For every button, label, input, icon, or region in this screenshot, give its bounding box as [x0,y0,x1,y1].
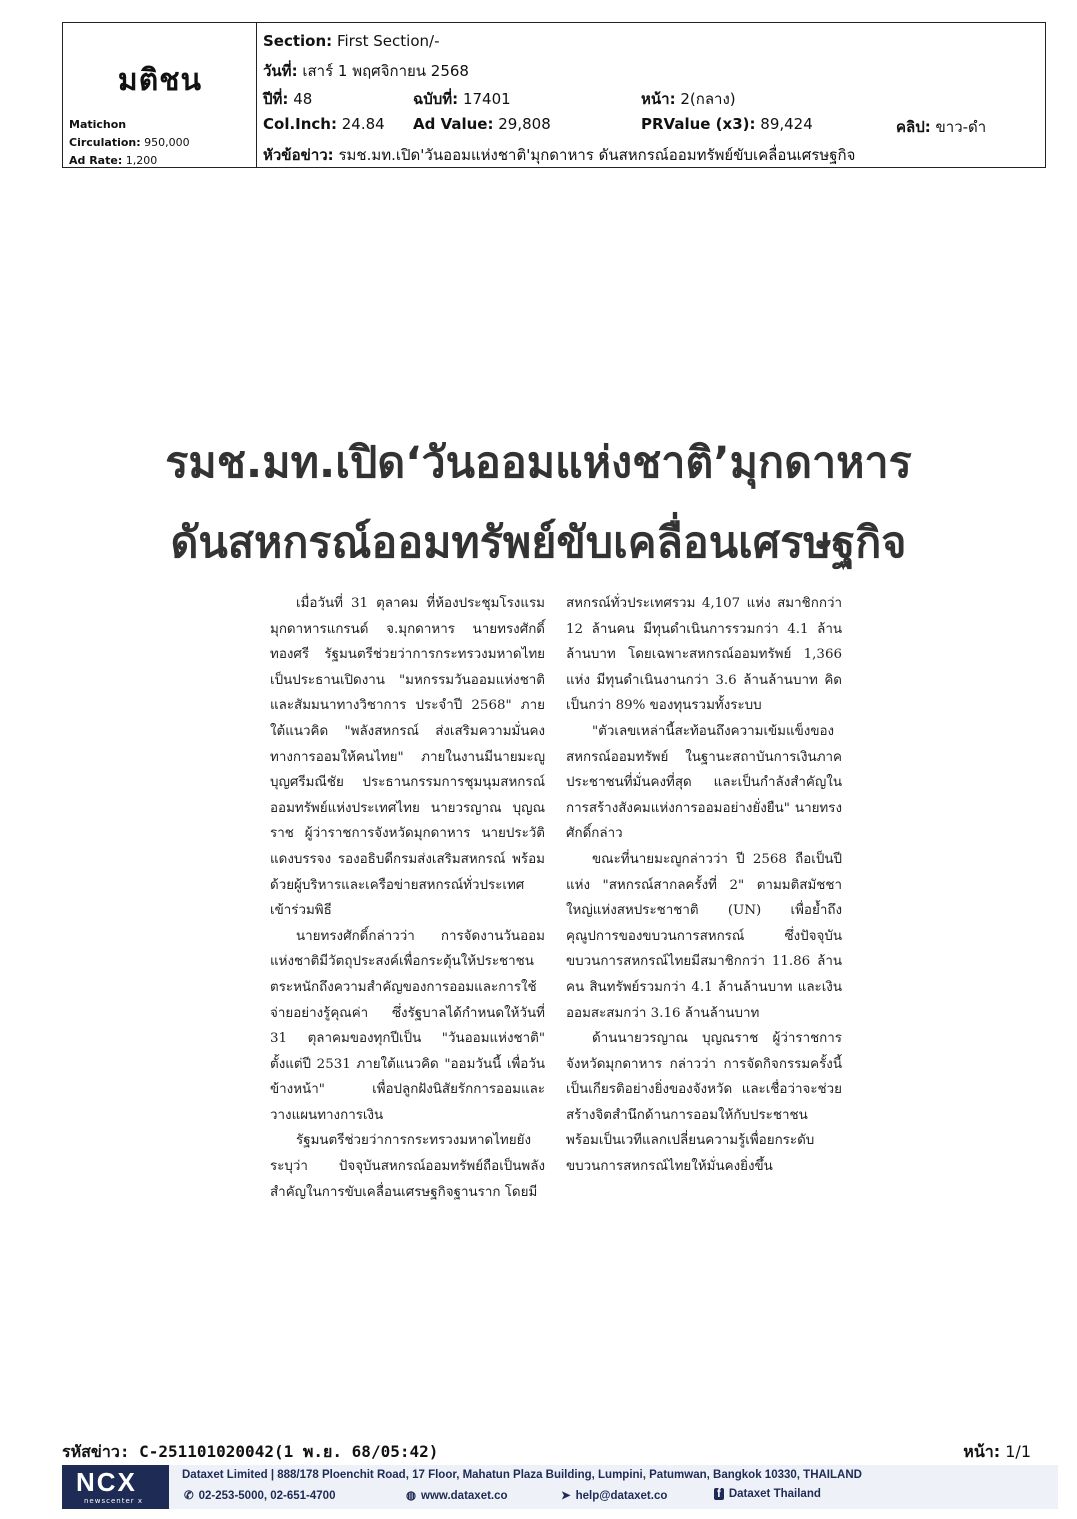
section-value: First Section/- [336,32,440,50]
page-label: หน้า: [641,90,676,108]
prvalue-label: PRValue (x3): [641,115,756,133]
colinch-label: Col.Inch: [263,115,337,133]
paragraph: "ตัวเลขเหล่านี้สะท้อนถึงความเข้มแข็งของสหกรณ์ออมทรัพย์ ในฐานะสถาบันการเงินภาคประชาชนที่มั่นคงที่สุด และเป็นกำลังสำคัญในการสร้างสังคมแห่งการออมอย่างยั่งยืน" นายทรงศักดิ์กล่าว [566,723,842,842]
website-text[interactable]: www.dataxet.co [421,1490,508,1502]
article-column-2 [566,591,842,1180]
paragraph: ขณะที่นายมะญูกล่าวว่า ปี 2568 ถือเป็นปีแห่ง "สหกรณ์สากลครั้งที่ 2" ตามมติสมัชชาใหญ่แห่งสหประชาชาติ (UN) เพื่อย้ำถึงคุณูปการของขบวนการสหกรณ์ ซึ่งปัจจุบันขบวนการสหกรณ์ไทยมีสมาชิกกว่า 11.86 ล้านคน สินทรัพย์รวมกว่า 4.1 ล้านล้านบาท และเงินออมสะสมกว่า 3.16 ล้านล้านบาท [566,851,842,1021]
phone-icon: ✆ [184,1490,194,1502]
circulation-value: 950,000 [144,136,190,149]
ncx-logo-text: NCX [76,1467,137,1497]
news-code [62,1440,438,1465]
article-title-line1: รมช.มท.เปิด‘วันออมแห่งชาติ’มุกดาหาร [165,438,912,488]
page-count-label: หน้า: [963,1442,1001,1461]
publication-block [63,23,257,167]
email-contact[interactable] [561,1488,667,1502]
provider-bar [62,1465,1058,1509]
paragraph: นายทรงศักดิ์กล่าวว่า การจัดงานวันออมแห่งชาติมีวัตถุประสงค์เพื่อกระตุ้นให้ประชาชนตระหนักถึงความสำคัญของการออมและการใช้จ่ายอย่างรู้คุณค่า ซึ่งรัฐบาลได้กำหนดให้วันที่ 31 ตุลาคมของทุกปีเป็น "วันออมแห่งชาติ" ตั้งแต่ปี 2531 ภายใต้แนวคิด "ออมวันนี้ เพื่อวันข้างหน้า" เพื่อปลูกฝังนิสัยรักการออมและวางแผนทางการเงิน [270,928,545,1123]
advalue-value: 29,808 [498,115,551,133]
paragraph: ด้านนายวรญาณ บุญณราช ผู้ว่าราชการจังหวัดมุกดาหาร กล่าวว่า การจัดกิจกรรมครั้งนี้เป็นเกียรติอย่างยิ่งของจังหวัด และเชื่อว่าจะช่วยสร้างจิตสำนึกด้านการออมให้กับประชาชน พร้อมเป็นเวทีแลกเปลี่ยนความรู้เพื่อยกระดับขบวนการสหกรณ์ไทยให้มั่นคงยิ่งขึ้น [566,1031,842,1175]
page-value: 2(กลาง) [680,90,736,108]
year-value: 48 [293,90,313,108]
phone-contact [184,1488,335,1502]
facebook-text[interactable]: Dataxet Thailand [728,1488,821,1500]
ncx-logo [62,1465,169,1509]
clip-value: ขาว-ดำ [935,118,987,136]
page-count [963,1440,1031,1465]
colinch-value: 24.84 [341,115,385,133]
year-label: ปีที่: [263,90,289,108]
issue-label: ฉบับที่: [413,90,459,108]
phone-text: 02-253-5000, 02-651-4700 [198,1490,336,1502]
news-code-label: รหัสข่าว: [62,1442,130,1461]
ad-rate-label: Ad Rate: [69,154,123,167]
ad-rate-value: 1,200 [125,154,158,167]
publication-meta [69,116,190,170]
email-text[interactable]: help@dataxet.co [575,1490,668,1502]
paragraph: รัฐมนตรีช่วยว่าการกระทรวงมหาดไทยยังระบุว่า ปัจจุบันสหกรณ์ออมทรัพย์ถือเป็นพลังสำคัญในการขับเคลื่อนเศรษฐกิจฐานราก โดยมี [270,1133,545,1200]
advalue-label: Ad Value: [413,115,494,133]
headline-row [263,143,855,167]
page-count-value: 1/1 [1005,1442,1031,1461]
date-label: วันที่: [263,62,298,80]
facebook-icon: f [714,1488,724,1500]
issue-value: 17401 [462,90,511,108]
article-title-line2: ดันสหกรณ์ออมทรัพย์ขับเคลื่อนเศรษฐกิจ [170,518,907,568]
paragraph: สหกรณ์ทั่วประเทศรวม 4,107 แห่ง สมาชิกกว่า 12 ล้านคน มีทุนดำเนินการรวมกว่า 4.1 ล้านล้านบาท โดยเฉพาะสหกรณ์ออมทรัพย์ 1,366 แห่ง มีทุนดำเนินงานกว่า 3.6 ล้านล้านบาท คิดเป็นกว่า 89% ของทุนรวมทั้งระบบ [566,596,842,714]
article-column-1 [270,591,545,1205]
publication-name: Matichon [69,118,127,131]
date-value: เสาร์ 1 พฤศจิกายน 2568 [302,62,469,80]
headline-value: รมช.มท.เปิด'วันออมแห่งชาติ'มุกดาหาร ดันสหกรณ์ออมทรัพย์ขับเคลื่อนเศรษฐกิจ [338,146,856,164]
headline-label: หัวข้อข่าว: [263,146,334,164]
paragraph: เมื่อวันที่ 31 ตุลาคม ที่ห้องประชุมโรงแรมมุกดาหารแกรนด์ จ.มุกดาหาร นายทรงศักดิ์ ทองศรี รัฐมนตรีช่วยว่าการกระทรวงมหาดไทย เป็นประธานเปิดงาน "มหกรรมวันออมแห่งชาติ และสัมมนาทางวิชาการ ประจำปี 2568" ภายใต้แนวคิด "พลังสหกรณ์ ส่งเสริมความมั่นคงทางการออมให้คนไทย" ภายในงานมีนายมะญู บุญศรีมณีชัย ประธานกรรมการชุมนุมสหกรณ์ออมทรัพย์แห่งประเทศไทย นายวรญาณ บุญณราช ผู้ว่าราชการจังหวัดมุกดาหาร นายประวัติ แดงบรรจง รองอธิบดีกรมส่งเสริมสหกรณ์ พร้อมด้วยผู้บริหารและเครือข่ายสหกรณ์ทั่วประเทศเข้าร่วมพิธี [270,596,545,919]
clipping-meta [263,29,1039,167]
company-address: Dataxet Limited | 888/178 Ploenchit Road, 17 Floor, Mahatun Plaza Building, Lumpini, Patumwan, Bangkok 10330, THAILAND [182,1469,862,1481]
clip-label: คลิป: [896,118,931,136]
prvalue-value: 89,424 [760,115,813,133]
section-label: Section: [263,32,333,50]
facebook-contact[interactable] [714,1488,821,1500]
circulation-label: Circulation: [69,136,141,149]
website-contact[interactable] [406,1488,508,1502]
ncx-logo-subtext: newscenter x [84,1497,144,1505]
section-row [263,32,440,50]
clipping-header [62,22,1046,168]
news-code-value: C-251101020042(1 พ.ย. 68/05:42) [139,1442,439,1461]
publication-logo: มติชน [117,63,203,98]
globe-icon: ◍ [406,1490,417,1502]
date-row [263,59,469,83]
send-icon: ➤ [561,1490,571,1502]
